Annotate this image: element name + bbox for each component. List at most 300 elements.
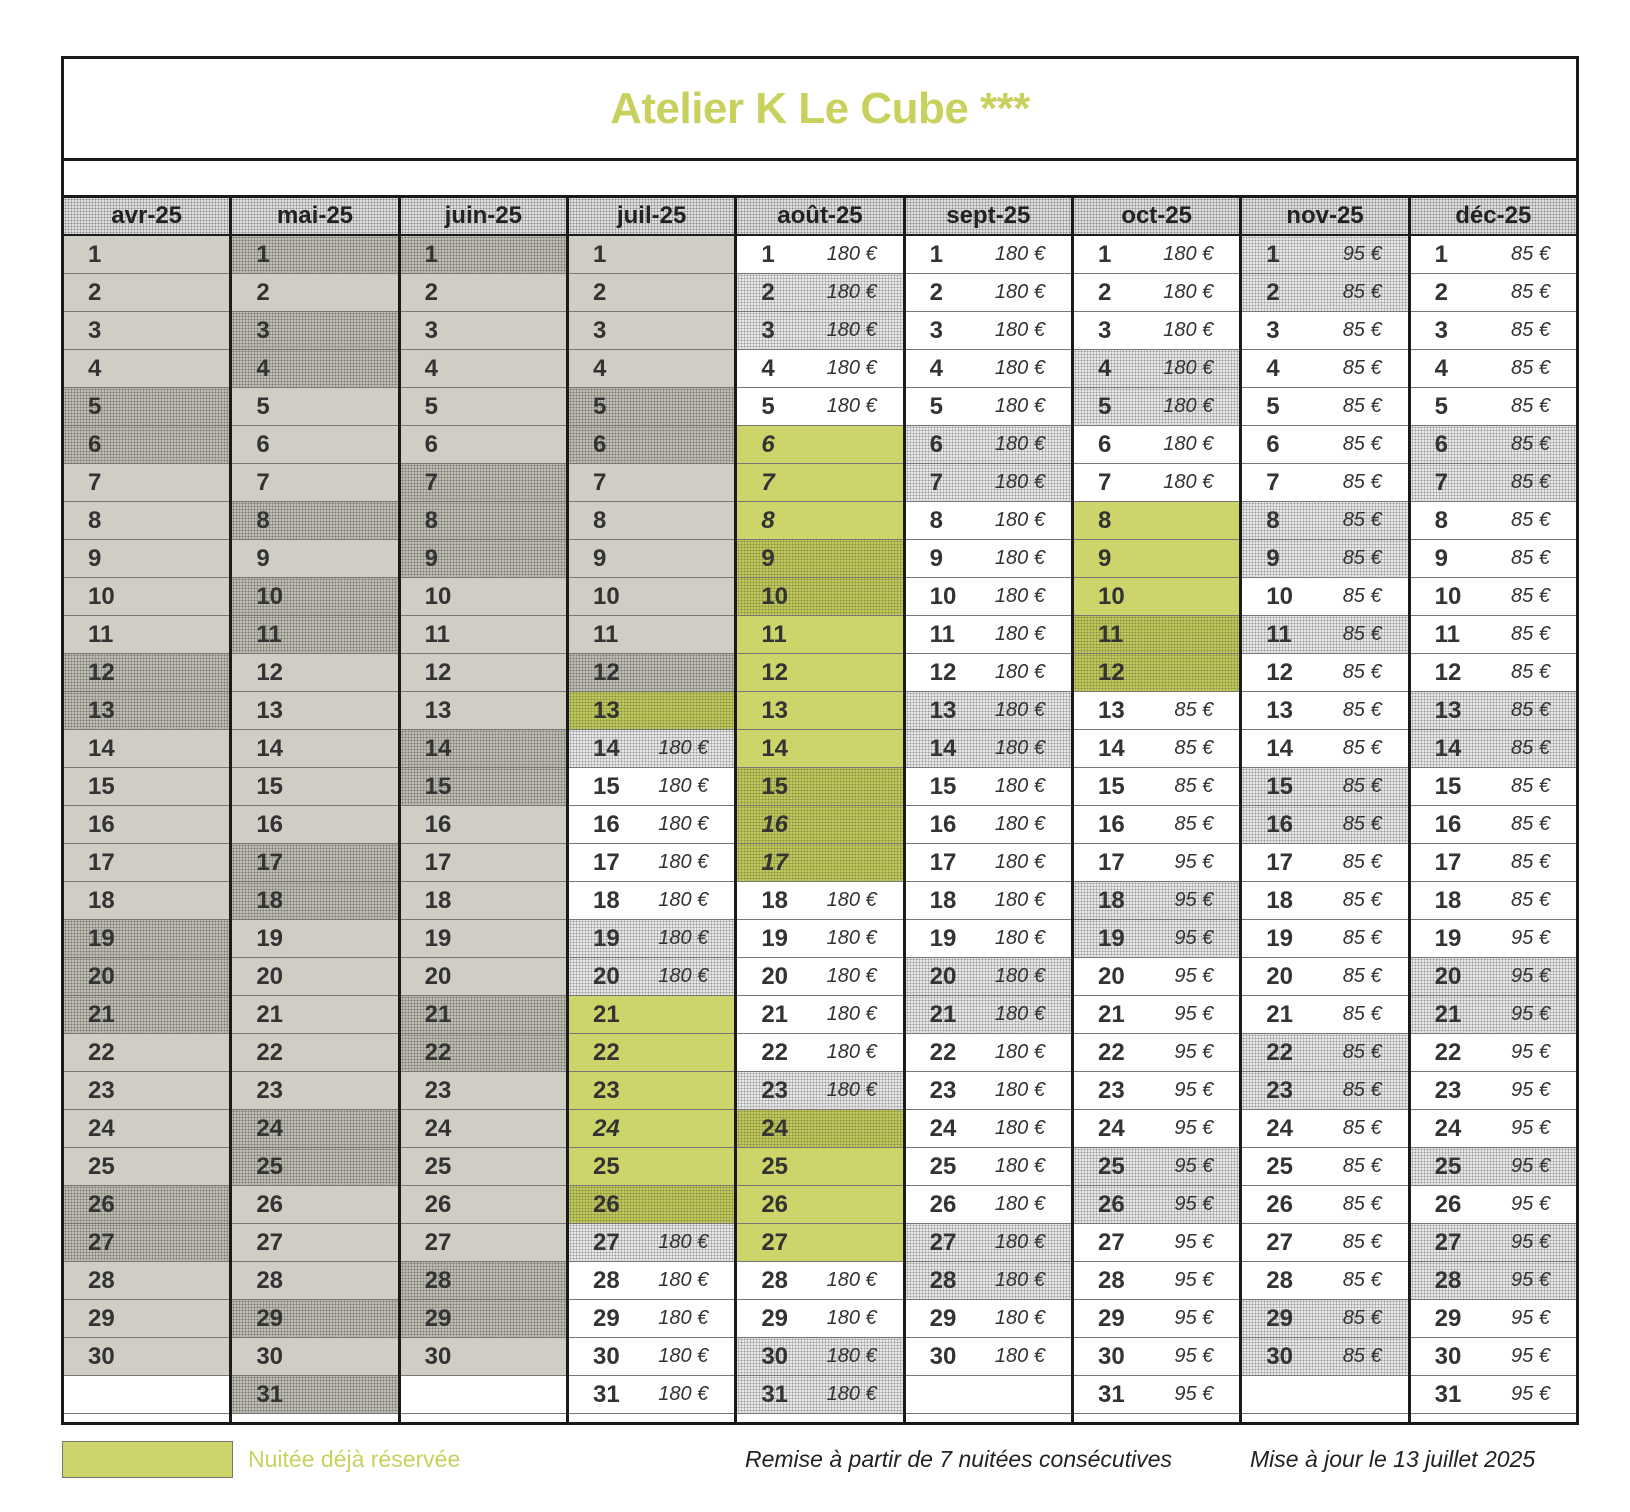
day-number: 11 (256, 620, 282, 648)
day-cell[interactable] (1411, 1224, 1576, 1262)
day-cell[interactable] (1411, 540, 1576, 578)
month-header: oct-25 (1074, 198, 1239, 236)
month-header: mai-25 (232, 198, 397, 236)
day-number: 19 (1097, 924, 1125, 952)
day-number: 12 (256, 658, 284, 686)
day-cell[interactable] (1242, 274, 1407, 312)
day-cell[interactable] (569, 1262, 734, 1300)
day-cell (232, 312, 397, 350)
day-cell (232, 1376, 397, 1414)
day-cell[interactable] (906, 920, 1071, 958)
day-cell[interactable] (1074, 692, 1239, 730)
day-number: 19 (761, 924, 789, 952)
day-number: 20 (424, 962, 452, 990)
day-cell[interactable] (906, 958, 1071, 996)
day-cell (64, 350, 229, 388)
day-cell[interactable] (1242, 616, 1407, 654)
day-number: 25 (929, 1152, 957, 1180)
day-cell (232, 806, 397, 844)
night-price: 85 € (1511, 851, 1550, 873)
day-cell[interactable] (1242, 502, 1407, 540)
day-cell[interactable] (737, 1338, 902, 1376)
day-cell[interactable] (737, 388, 902, 426)
day-cell[interactable] (1411, 1072, 1576, 1110)
day-number: 3 (256, 316, 270, 344)
day-cell[interactable] (906, 1034, 1071, 1072)
night-price: 180 € (826, 927, 877, 949)
day-cell[interactable] (1242, 350, 1407, 388)
day-cell[interactable] (1074, 882, 1239, 920)
day-cell (401, 236, 566, 274)
day-number: 28 (929, 1266, 957, 1294)
day-cell[interactable] (1242, 312, 1407, 350)
day-cell[interactable] (906, 806, 1071, 844)
day-number: 17 (1266, 848, 1293, 876)
day-cell[interactable] (569, 844, 734, 882)
day-cell-empty (1242, 1376, 1407, 1414)
day-number: 3 (761, 316, 775, 344)
day-cell[interactable] (906, 1224, 1071, 1262)
night-price: 180 € (994, 1193, 1045, 1215)
day-cell (401, 806, 566, 844)
day-cell[interactable] (569, 882, 734, 920)
day-cell[interactable] (1074, 312, 1239, 350)
day-cell[interactable] (1074, 464, 1239, 502)
night-price: 180 € (826, 1269, 877, 1291)
night-price: 85 € (1342, 395, 1382, 417)
day-number: 7 (256, 468, 270, 496)
day-cell[interactable] (1411, 1338, 1576, 1376)
day-number: 25 (88, 1152, 115, 1180)
day-number: 23 (256, 1076, 284, 1104)
day-cell[interactable] (1411, 350, 1576, 388)
day-cell[interactable] (1074, 768, 1239, 806)
day-cell (569, 274, 734, 312)
night-price: 95 € (1511, 1231, 1550, 1253)
day-cell[interactable] (1074, 1338, 1239, 1376)
day-cell (232, 1262, 397, 1300)
day-cell[interactable] (906, 996, 1071, 1034)
day-number: 8 (592, 506, 607, 534)
day-number: 15 (1097, 772, 1125, 800)
day-cell (232, 692, 397, 730)
day-cell[interactable] (737, 350, 902, 388)
day-cell[interactable] (906, 882, 1071, 920)
day-cell[interactable] (1074, 844, 1239, 882)
day-cell (64, 958, 229, 996)
day-cell[interactable] (1242, 730, 1407, 768)
day-cell (401, 768, 566, 806)
day-number: 18 (1434, 886, 1462, 914)
day-cell[interactable] (569, 806, 734, 844)
day-number: 24 (1266, 1114, 1293, 1142)
day-cell[interactable] (1242, 1148, 1407, 1186)
day-number: 16 (88, 810, 115, 838)
night-price: 95 € (1511, 1193, 1550, 1215)
day-cell[interactable] (1074, 958, 1239, 996)
day-cell[interactable] (1242, 426, 1407, 464)
day-cell[interactable] (737, 312, 902, 350)
night-price: 85 € (1342, 1079, 1382, 1101)
day-number: 9 (592, 544, 607, 572)
day-cell[interactable] (1074, 730, 1239, 768)
day-cell[interactable] (1411, 844, 1576, 882)
day-cell[interactable] (1242, 996, 1407, 1034)
day-number: 15 (592, 772, 620, 800)
day-number: 29 (1097, 1304, 1125, 1332)
day-cell[interactable] (906, 1338, 1071, 1376)
day-number: 22 (761, 1038, 789, 1066)
day-number: 15 (1266, 772, 1293, 800)
day-cell[interactable] (1074, 1148, 1239, 1186)
night-price: 180 € (658, 1307, 709, 1329)
night-price: 85 € (1342, 1307, 1382, 1329)
day-cell[interactable] (1242, 540, 1407, 578)
day-cell[interactable] (1242, 844, 1407, 882)
day-cell[interactable] (1411, 578, 1576, 616)
day-cell[interactable] (1074, 388, 1239, 426)
day-cell[interactable] (737, 958, 902, 996)
day-cell[interactable] (906, 350, 1071, 388)
day-cell (232, 1224, 397, 1262)
night-price: 95 € (1174, 1269, 1214, 1291)
night-price: 85 € (1342, 471, 1382, 493)
night-price: 85 € (1342, 585, 1382, 607)
day-cell[interactable] (906, 578, 1071, 616)
day-cell[interactable] (1074, 806, 1239, 844)
day-number: 8 (88, 506, 102, 534)
day-cell[interactable] (906, 312, 1071, 350)
day-cell[interactable] (1242, 1262, 1407, 1300)
month-column (569, 198, 737, 1422)
day-cell[interactable] (1074, 1262, 1239, 1300)
day-cell[interactable] (1411, 502, 1576, 540)
day-cell[interactable] (569, 1376, 734, 1414)
day-cell[interactable] (1242, 692, 1407, 730)
day-cell[interactable] (1411, 1110, 1576, 1148)
day-cell[interactable] (569, 1338, 734, 1376)
night-price: 85 € (1342, 737, 1382, 759)
day-cell[interactable] (906, 1300, 1071, 1338)
night-price: 85 € (1511, 471, 1550, 493)
day-cell[interactable] (1411, 692, 1576, 730)
day-number: 26 (592, 1190, 620, 1218)
day-cell (64, 806, 229, 844)
day-cell[interactable] (1411, 996, 1576, 1034)
day-number: 12 (88, 658, 115, 686)
day-cell[interactable] (1074, 1072, 1239, 1110)
day-cell[interactable] (1411, 730, 1576, 768)
night-price: 95 € (1174, 1117, 1214, 1139)
day-number: 5 (1434, 392, 1448, 420)
night-price: 95 € (1174, 1155, 1214, 1177)
day-cell[interactable] (569, 1300, 734, 1338)
day-number: 21 (424, 1000, 452, 1028)
day-number: 24 (1097, 1114, 1125, 1142)
day-number: 16 (256, 810, 284, 838)
night-price: 85 € (1342, 661, 1382, 683)
day-cell[interactable] (906, 768, 1071, 806)
day-number: 7 (592, 468, 607, 496)
day-number: 27 (1266, 1228, 1293, 1256)
day-cell (232, 882, 397, 920)
day-number: 30 (1097, 1342, 1125, 1370)
day-cell-booked (737, 768, 902, 806)
day-cell[interactable] (1411, 958, 1576, 996)
day-cell[interactable] (1242, 882, 1407, 920)
day-cell[interactable] (737, 274, 902, 312)
day-number: 3 (1097, 316, 1112, 344)
day-number: 19 (424, 924, 452, 952)
day-cell[interactable] (906, 1110, 1071, 1148)
day-cell[interactable] (1242, 768, 1407, 806)
day-cell[interactable] (906, 654, 1071, 692)
day-cell[interactable] (1242, 388, 1407, 426)
day-cell[interactable] (1411, 1262, 1576, 1300)
day-number: 17 (592, 848, 620, 876)
night-price: 95 € (1511, 1269, 1550, 1291)
day-number: 9 (929, 544, 943, 572)
day-cell (569, 578, 734, 616)
day-cell[interactable] (1074, 236, 1239, 274)
night-price: 95 € (1511, 1155, 1550, 1177)
day-cell (401, 388, 566, 426)
month-header: juin-25 (401, 198, 566, 236)
day-number: 25 (1434, 1152, 1462, 1180)
day-number: 19 (88, 924, 115, 952)
day-cell[interactable] (1411, 654, 1576, 692)
day-number: 14 (1434, 734, 1462, 762)
day-cell-booked (1074, 540, 1239, 578)
day-number: 26 (88, 1190, 115, 1218)
day-cell[interactable] (1242, 578, 1407, 616)
day-cell[interactable] (906, 1262, 1071, 1300)
day-cell (232, 464, 397, 502)
day-cell[interactable] (1074, 920, 1239, 958)
day-number: 1 (1097, 240, 1112, 268)
day-cell[interactable] (906, 426, 1071, 464)
day-cell (569, 426, 734, 464)
day-number: 20 (592, 962, 620, 990)
month-column (401, 198, 569, 1422)
day-number: 1 (88, 240, 102, 268)
day-number: 20 (929, 962, 957, 990)
night-price: 95 € (1511, 1079, 1550, 1101)
day-cell-booked (737, 578, 902, 616)
day-cell[interactable] (737, 236, 902, 274)
day-number: 10 (1266, 582, 1293, 610)
day-number: 21 (761, 1000, 789, 1028)
night-price: 85 € (1342, 1269, 1382, 1291)
day-cell[interactable] (906, 1186, 1071, 1224)
day-cell[interactable] (737, 920, 902, 958)
day-cell[interactable] (1242, 1110, 1407, 1148)
day-cell[interactable] (906, 274, 1071, 312)
day-cell-booked (1074, 502, 1239, 540)
day-number: 24 (929, 1114, 957, 1142)
day-cell[interactable] (906, 464, 1071, 502)
day-cell[interactable] (1074, 1376, 1239, 1414)
day-number: 9 (88, 544, 102, 572)
month-header: août-25 (737, 198, 902, 236)
day-cell[interactable] (1411, 1034, 1576, 1072)
day-cell[interactable] (906, 502, 1071, 540)
day-number: 20 (88, 962, 115, 990)
day-number: 5 (1097, 392, 1112, 420)
day-number: 23 (929, 1076, 957, 1104)
day-cell[interactable] (1074, 1186, 1239, 1224)
day-number: 18 (424, 886, 452, 914)
day-number: 24 (424, 1114, 452, 1142)
day-cell[interactable] (1411, 1186, 1576, 1224)
day-cell[interactable] (569, 768, 734, 806)
day-cell (64, 502, 229, 540)
night-price: 85 € (1511, 433, 1550, 455)
night-price: 85 € (1342, 1117, 1382, 1139)
day-cell[interactable] (906, 844, 1071, 882)
night-price: 95 € (1174, 927, 1214, 949)
day-cell[interactable] (1411, 312, 1576, 350)
day-number: 2 (1434, 278, 1448, 306)
night-price: 180 € (994, 1345, 1045, 1367)
day-cell[interactable] (1242, 1224, 1407, 1262)
day-number: 26 (1266, 1190, 1293, 1218)
day-cell[interactable] (737, 1072, 902, 1110)
day-cell[interactable] (569, 920, 734, 958)
day-number: 16 (424, 810, 452, 838)
day-cell[interactable] (906, 730, 1071, 768)
day-cell[interactable] (1411, 1148, 1576, 1186)
day-cell[interactable] (737, 996, 902, 1034)
day-cell[interactable] (1411, 768, 1576, 806)
day-cell[interactable] (1074, 274, 1239, 312)
night-price: 85 € (1511, 813, 1550, 835)
day-cell[interactable] (1074, 1110, 1239, 1148)
month-column (1074, 198, 1242, 1422)
day-number: 21 (929, 1000, 957, 1028)
day-cell-empty (401, 1376, 566, 1414)
day-number: 12 (1097, 658, 1125, 686)
day-cell[interactable] (906, 1148, 1071, 1186)
day-cell[interactable] (1411, 388, 1576, 426)
day-cell-booked (737, 616, 902, 654)
day-number: 21 (592, 1000, 620, 1028)
day-cell[interactable] (1242, 806, 1407, 844)
day-cell[interactable] (1074, 996, 1239, 1034)
day-cell-booked (737, 464, 902, 502)
calendar-frame (61, 56, 1579, 1425)
day-cell[interactable] (737, 1376, 902, 1414)
day-cell[interactable] (906, 236, 1071, 274)
day-cell[interactable] (737, 882, 902, 920)
day-number: 14 (424, 734, 452, 762)
day-cell[interactable] (906, 616, 1071, 654)
day-number: 1 (1434, 240, 1448, 268)
day-number: 27 (592, 1228, 620, 1256)
day-cell[interactable] (1411, 274, 1576, 312)
day-number: 23 (1266, 1076, 1293, 1104)
day-number: 26 (1097, 1190, 1125, 1218)
day-cell[interactable] (1242, 236, 1407, 274)
night-price: 85 € (1342, 813, 1382, 835)
day-cell (569, 616, 734, 654)
day-number: 28 (1097, 1266, 1125, 1294)
day-cell[interactable] (1411, 464, 1576, 502)
day-cell[interactable] (1074, 1034, 1239, 1072)
day-cell[interactable] (906, 540, 1071, 578)
day-cell[interactable] (1242, 1186, 1407, 1224)
day-cell[interactable] (1411, 1376, 1576, 1414)
day-cell[interactable] (1242, 1072, 1407, 1110)
day-number: 9 (1097, 544, 1112, 572)
day-number: 10 (592, 582, 620, 610)
day-cell[interactable] (1411, 806, 1576, 844)
day-cell[interactable] (1411, 920, 1576, 958)
day-cell[interactable] (1074, 426, 1239, 464)
day-cell[interactable] (1242, 654, 1407, 692)
day-cell[interactable] (737, 1034, 902, 1072)
night-price: 180 € (826, 889, 877, 911)
night-price: 85 € (1342, 547, 1382, 569)
day-cell[interactable] (569, 730, 734, 768)
day-cell[interactable] (1411, 1300, 1576, 1338)
day-cell[interactable] (1242, 958, 1407, 996)
month-header: nov-25 (1242, 198, 1407, 236)
day-number: 31 (1097, 1380, 1125, 1408)
day-number: 22 (929, 1038, 957, 1066)
day-cell[interactable] (1242, 920, 1407, 958)
day-cell[interactable] (906, 692, 1071, 730)
day-cell[interactable] (569, 1224, 734, 1262)
day-cell[interactable] (1411, 616, 1576, 654)
months-grid (64, 198, 1576, 1422)
night-price: 180 € (994, 281, 1045, 303)
day-cell[interactable] (1411, 882, 1576, 920)
day-number: 15 (929, 772, 957, 800)
day-number: 9 (424, 544, 439, 572)
day-cell[interactable] (1074, 1224, 1239, 1262)
day-cell[interactable] (1074, 1300, 1239, 1338)
day-number: 8 (761, 506, 775, 534)
day-cell-booked (737, 502, 902, 540)
night-price: 85 € (1342, 1231, 1382, 1253)
day-cell[interactable] (737, 1262, 902, 1300)
day-cell (64, 654, 229, 692)
day-number: 4 (424, 354, 439, 382)
day-number: 15 (761, 772, 789, 800)
day-cell[interactable] (906, 1072, 1071, 1110)
day-number: 30 (1266, 1342, 1293, 1370)
night-price: 85 € (1511, 775, 1550, 797)
day-cell[interactable] (1074, 350, 1239, 388)
day-cell[interactable] (1242, 1034, 1407, 1072)
night-price: 180 € (658, 737, 709, 759)
day-cell[interactable] (1242, 1338, 1407, 1376)
day-cell[interactable] (1411, 236, 1576, 274)
day-cell[interactable] (1242, 464, 1407, 502)
day-number: 30 (761, 1342, 789, 1370)
day-cell[interactable] (1411, 426, 1576, 464)
night-price: 85 € (1342, 699, 1382, 721)
night-price: 180 € (658, 889, 709, 911)
day-cell[interactable] (569, 958, 734, 996)
day-cell[interactable] (1242, 1300, 1407, 1338)
day-cell[interactable] (737, 1300, 902, 1338)
night-price: 180 € (994, 889, 1045, 911)
day-number: 29 (424, 1304, 452, 1332)
day-number: 27 (1434, 1228, 1462, 1256)
day-cell[interactable] (906, 388, 1071, 426)
